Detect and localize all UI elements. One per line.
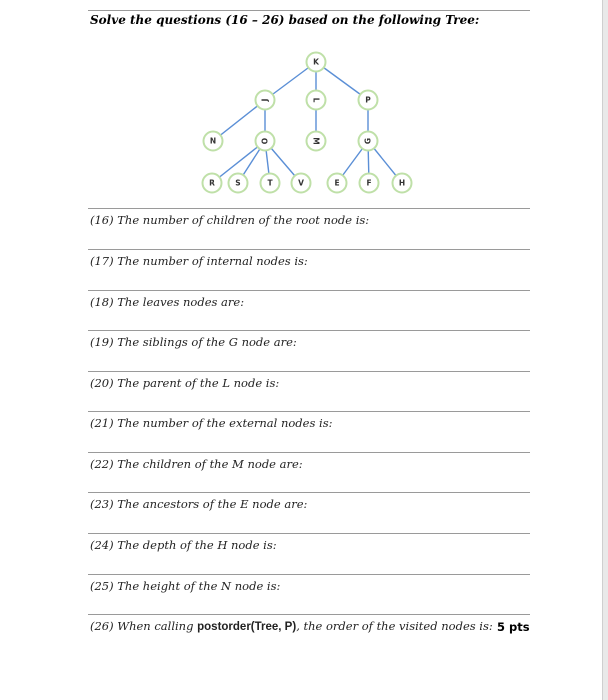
tree-node-l (307, 91, 326, 110)
svg-text:E: E (334, 178, 340, 188)
svg-text:P: P (365, 95, 371, 105)
question-20: (20) The parent of the L node is: (90, 376, 280, 390)
question-18: (18) The leaves nodes are: (90, 295, 245, 309)
tree-node-s (229, 174, 248, 193)
divider-q19 (88, 330, 530, 331)
tree-node-h (393, 174, 412, 193)
points-badge: 5 pts (497, 620, 530, 634)
divider-q17 (88, 249, 530, 250)
svg-text:F: F (366, 178, 372, 188)
svg-text:M: M (311, 137, 321, 145)
divider-q24 (88, 533, 530, 534)
question-21: (21) The number of the external nodes is: (90, 416, 333, 430)
worksheet-heading: Solve the questions (16 – 26) based on the following Tree: (90, 13, 480, 27)
question-25: (25) The height of the N node is: (90, 579, 281, 593)
question-22: (22) The children of the M node are: (90, 457, 303, 471)
tree-node-o (256, 132, 275, 151)
svg-text:V: V (298, 178, 304, 188)
divider-q20 (88, 371, 530, 372)
question-17: (17) The number of internal nodes is: (90, 254, 308, 268)
svg-text:J: J (260, 98, 270, 102)
tree-node-j (256, 91, 275, 110)
svg-text:O: O (260, 137, 270, 145)
question-26-prefix: (26) When calling (90, 619, 198, 633)
question-19: (19) The siblings of the G node are: (90, 335, 297, 349)
tree-diagram (0, 0, 602, 200)
tree-node-n (204, 132, 223, 151)
svg-text:T: T (267, 178, 273, 188)
tree-node-e (328, 174, 347, 193)
divider-q21 (88, 411, 530, 412)
svg-text:H: H (398, 178, 406, 188)
divider-q18 (88, 290, 530, 291)
tree-node-g (359, 132, 378, 151)
divider-q16 (88, 208, 530, 209)
question-23: (23) The ancestors of the E node are: (90, 497, 308, 511)
question-26-code: postorder(Tree, P) (197, 621, 297, 633)
svg-text:G: G (363, 137, 373, 145)
tree-node-p (359, 91, 378, 110)
svg-text:S: S (235, 178, 241, 188)
divider-q26 (88, 614, 530, 615)
svg-text:L: L (311, 97, 321, 103)
tree-node-t (261, 174, 280, 193)
svg-text:R: R (209, 178, 215, 188)
divider-q22 (88, 452, 530, 453)
tree-node-k (307, 53, 326, 72)
svg-text:K: K (313, 57, 319, 67)
divider-q23 (88, 492, 530, 493)
tree-node-f (360, 174, 379, 193)
question-24: (24) The depth of the H node is: (90, 538, 277, 552)
question-26 (90, 619, 493, 633)
tree-node-r (203, 174, 222, 193)
question-26-suffix: , the order of the visited nodes is: (296, 619, 493, 633)
tree-node-m (307, 132, 326, 151)
tree-node-v (292, 174, 311, 193)
svg-text:N: N (209, 136, 217, 146)
divider-q25 (88, 574, 530, 575)
question-16: (16) The number of children of the root node is: (90, 213, 370, 227)
